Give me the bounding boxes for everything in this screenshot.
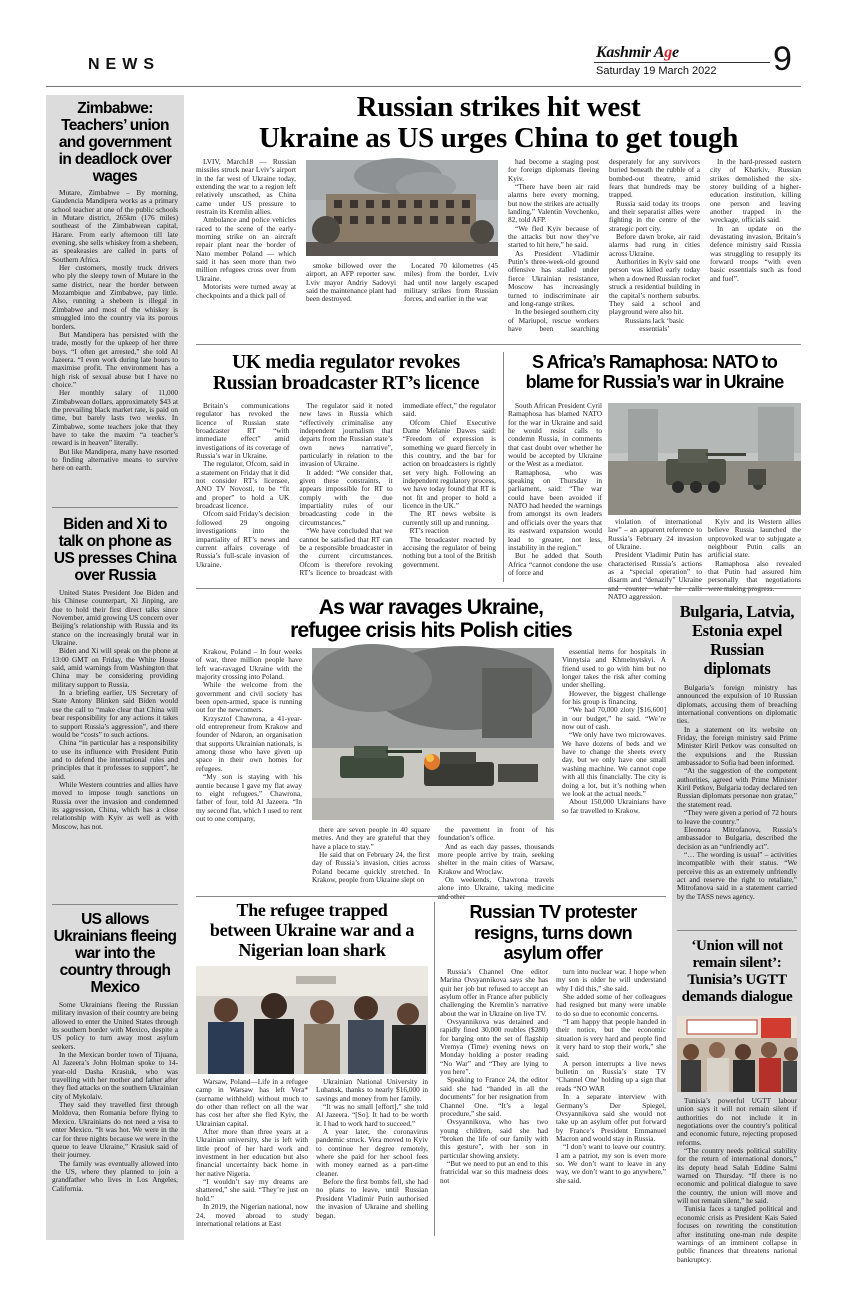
- paragraph: In the Mexican border town of Tijuana, Al Jazeera’s John Holman spoke to 14-year-old Dasha Krasiuk, who was travelling with her mother and father after they fled attacks on the southern Ukrainian city of Mykolaiv.: [52, 1050, 178, 1101]
- paragraph: Motorists were turned away at checkpoints and a thick pall of: [196, 282, 296, 300]
- refugee-crisis-col4: [562, 648, 666, 890]
- tanks-smoke-image: [312, 648, 554, 820]
- refugee-crisis-headline-line1: As war ravages Ukraine,: [318, 596, 544, 619]
- nigerian-col1: [196, 1078, 308, 1238]
- safrica-col2: [608, 517, 702, 602]
- paragraph: While Western countries and allies have moved to impose tough sanctions on Russia over the invasion and condemned its aggression, China, which has a close relationship with Kyiv as well as with Moscow, has not.: [52, 779, 178, 831]
- paragraph: The regulator said it noted new laws in Russia which “effectively criminalise any independent journalism that departs from the Russian state’s own news narrative”, particularly in relation to the invasion of Ukraine.: [299, 401, 393, 469]
- subhead: RT’s reaction: [409, 526, 449, 536]
- paragraph: In the hard-pressed eastern city of Kharkiv, Russian strikes demolished the six-storey building of a higher-education institution, killing one person and leaving another trapped in the wreckage, officials said.: [710, 157, 801, 225]
- protest-crowd-image: [677, 1016, 797, 1092]
- paragraph: China “in particular has a responsibility to use its influence with President Putin and to defend the international rules and principles that it professes to support”, he said.: [52, 738, 178, 781]
- paragraph: President Vladimir Putin has characterised Russia’s actions as a “special operation” to disarm and “denazify” Ukraine NATO aggression.: [608, 550, 702, 602]
- paragraph: The broadcaster reacted by accusing the regulator of being nothing but a tool of the British government.: [402, 534, 496, 569]
- paragraph: Ramaphosa, who was speaking on Thursday in parliament, said: “The war could have been avoided if NATO had heeded the warnings from amongst its own leaders and officials over the years that its eastward expansion would lead to greater, not less, instability in the region.”: [508, 467, 602, 552]
- paragraph: “At the suggestion of the competent authorities, agreed with Prime Minister Kiril Petkov, Bulgaria today declared ten Russian diplomats personae non gratae,” the statement read.: [677, 766, 797, 809]
- nigerian-article: [196, 900, 428, 960]
- paragraph: Ofcom said Friday’s decision followed 29 ongoing investigations into the impartiality of RT’s news and current affairs coverage of Russia’s full-scale invasion of Ukraine.: [196, 509, 290, 569]
- refugee-crisis-col1: [196, 648, 302, 890]
- paragraph: Before the first bombs fell, she had no plans to leave, until Russian President Vladimir Putin authorised the invasion of Ukraine and shelling began.: [316, 1177, 428, 1220]
- section-divider: [196, 896, 666, 897]
- section-divider: [196, 344, 801, 345]
- paragraph: In a separate interview with Germany’s Der Spiegel, Ovsyannikova said she would not take up an asylum offer put forward by France’s President Emmanuel Macron and would stay in Russia.: [556, 1092, 666, 1143]
- paragraph: Ambulance and police vehicles raced to the scene of the early-morning strike on an aircraft repair plant near the border of Nato member Poland — which said it has seen more than two million refugees cross over from Ukraine.: [196, 215, 296, 283]
- sidebar-divider: [677, 930, 797, 931]
- paragraph: A year later, the coronavirus pandemic struck. Vera moved to Kyiv to continue her degree remotely, where she paid for her school fees with money earned as a part-time cleaner.: [316, 1127, 428, 1178]
- paragraph: In a briefing earlier, US Secretary of State Antony Blinken said Biden would use the call to “make clear that China will bear responsibility for any actions it takes to support Russia’s aggression”, and there would be “costs” to such actions.: [52, 688, 178, 739]
- biden-headline: Biden and Xi to talk on phone as US presses China over Russia: [53, 516, 177, 584]
- refugee-crowd-image: [196, 966, 428, 1074]
- masthead-brand: [596, 44, 679, 62]
- paragraph: A person interrupts a live news bulletin on Russia’s state TV ‘Channel One’ holding up a sign that reads “NO WAR: [556, 1058, 666, 1093]
- paragraph: “I wouldn’t say my dreams are shattered,” she said. “They’re just on hold.”: [196, 1177, 308, 1203]
- paragraph: He said that on February 24, the first day of Russia’s invasion, cities across Poland became quickly stretched. In Krakow, people from Ukraine slept on: [312, 850, 430, 885]
- paragraph: But Mandipera has persisted with the trade, mostly for the upkeep of her three boys. “I often get arrested,” she told Al Jazeera. “I even work during late hours to maximise profit. The environment has a high risk of sexual abuse but I have no choice.”: [52, 329, 178, 389]
- paragraph: “… The wording is usual” – activities incompatible with their status. “We perceive this as an extremely unfriendly act and reserve the right to retaliate,” Mitrofanova said in a statement carried by the TASS news agency.: [677, 849, 797, 901]
- paragraph: “We have concluded that we cannot be satisfied that RT can be a responsible broadcaster in the current circumstances. Ofcom is therefore revoking RT’s licence to broadcast with immediate effect,” the regulator said.: [299, 401, 496, 577]
- paragraph: After more than three years at a Ukrainian university, she is left with little proof of her hard work and investment in her education but also financial uncertainty back home in her native Nigeria.: [196, 1127, 308, 1178]
- safrica-col3: [708, 517, 801, 585]
- paragraph: smoke billowed over the airport, an AFP reporter saw. Lviv mayor Andriy Sadovyi said the maintenance plant had been destroyed.: [306, 261, 396, 304]
- safrica-headline-line1: S Africa’s Ramaphosa: NATO to: [532, 352, 777, 372]
- paragraph: While the welcome from the government and civil society has been open-armed, space is running out for the newcomers.: [196, 680, 302, 715]
- paragraph: The regulator, Ofcom, said in a statement on Friday that it did not consider RT’s licensee, ANO TV Novosti, to be “fit and proper” to hold a UK broadcast licence.: [196, 459, 290, 511]
- paragraph: Located 70 kilometres (45 miles) from the border, Lviv had until now largely escaped military strikes from Russian forces, and earlier in the war: [404, 261, 498, 304]
- paragraph: Her customers, mostly truck drivers who ply the sleepy town of Mutare in the same district, near the border between Mozambique and Zimbabwe, pay little. Also, running a shebeen is illegal in Zimbabwe and most of the whiskey is smuggled into the country via its porous borders.: [52, 263, 178, 331]
- nigerian-col2: [316, 1078, 428, 1238]
- tunisia-article: [677, 938, 797, 1006]
- bulgaria-body: [677, 684, 797, 906]
- refugee-crisis-headline: [196, 596, 666, 642]
- nigerian-headline: The refugee trapped between Ukraine war and a Nigerian loan shark: [209, 900, 415, 960]
- paragraph: had become a staging post for foreign diplomats fleeing Kyiv.: [508, 157, 599, 183]
- paragraph: They said they travelled first through Moldova, then Romania before flying to Mexico. Ukrainians do not need a visa to enter Mexico. “It was hot. We were in the car for three nights because we were in the queue to leave Ukraine,” Krasiuk said of their journey.: [52, 1100, 178, 1160]
- safrica-headline: [508, 352, 801, 392]
- paragraph: In a statement on its website on Friday, the foreign ministry said Prime Minister Kiril Petkov was consulted on the expulsions and the Russian ambassador to Sofia had been informed.: [677, 724, 797, 768]
- lead-col2: [306, 262, 396, 336]
- sidebar-divider: [52, 904, 178, 905]
- lead-headline-line1: Russian strikes hit west: [356, 91, 641, 123]
- paragraph: “It was no small [effort],” she told Al Jazeera. “[So]. It had to be worth it. I had to work hard to succeed.”: [316, 1102, 428, 1128]
- lead-cols-rest: [508, 158, 801, 336]
- paragraph: Authorities in Kyiv said one person was killed early today when a downed Russian rocket struck a residential building in the capital’s northern suburbs. They said a school and playground were also hit.: [609, 257, 700, 317]
- column-divider: [503, 352, 504, 582]
- paragraph: Krzysztof Chawrona, a 41-year-old entrepreneur from Krakow and founder of Ndaron, an organisation that supports Ukrainian nationals, is among those who have given up space in their own homes for refugees.: [196, 713, 302, 773]
- russian-tv-article: [440, 902, 666, 964]
- lviv-building-smoke-image: [306, 160, 498, 256]
- bulgaria-article: [677, 602, 797, 906]
- paragraph: Britain’s communications regulator has revoked the licence of Russian state broadcaster RT “with immediate effect” amid investigations of its coverage of Russia’s war in Ukraine.: [196, 401, 290, 461]
- header-divider: [594, 62, 770, 63]
- safrica-col1: [508, 402, 602, 582]
- section-divider: [196, 588, 801, 589]
- lead-col1: [196, 158, 296, 336]
- paragraph: “The country needs political stability for the return of international donors,” its deputy head Salah Eddine Salmi warned on Thursday. “If there is no economic and political dialogue to save the country, the union will move and will not remain silent,” he said.: [677, 1146, 797, 1206]
- paragraph: Kyiv and its Western allies believe Russia launched the unprovoked war to subjugate a neighbour Putin calls an artificial state.: [708, 517, 801, 560]
- us-allows-article: [52, 911, 178, 1237]
- paragraph: “We fled Kyiv because of the attacks but now they’ve started to hit here,” he said.: [508, 223, 599, 250]
- armoured-vehicle-image: [608, 403, 801, 515]
- paragraph: Mutare, Zimbabwe – By morning, Gaudencia Mandipera works as a primary school teacher at one of the public schools in Mutare district, 265km (176 miles) southeast of the Zimbabwean capital, Harare. From early afternoon till late evening, she sells whiskey from a shebeen, as speakeasies are called in parts of Southern Africa.: [52, 188, 178, 264]
- paragraph: “There have been air raid alarms here every morning, but now the strikes are actually landing,” Valentin Vovchenko, 82, told AFP.: [508, 182, 599, 225]
- paragraph: “I am happy that people handed in their notice, but the economic situation is very hard and people find it very hard to stop their work,” she said.: [556, 1017, 666, 1060]
- paragraph: The family was eventually allowed into the US, where they planned to join a grandfather who lives in Los Angeles, California.: [52, 1158, 178, 1193]
- header-bottom-rule: [46, 86, 801, 87]
- paragraph: Ramaphosa also revealed that Putin had assured him personally that negotiations: [708, 558, 801, 585]
- paragraph: “We only have two microwaves. We have dozens of beds and we have to change the sheets every day, but we only have one small washing machine. We cannot cope with all this financially. The city is doing a lot, but it’s nothing when we look at the actual needs.”: [562, 730, 666, 798]
- subhead: Russians lack ‘basic essentials’: [624, 315, 685, 333]
- paragraph: Her monthly salary of 11,000 Zimbabwean dollars, approximately $43 at the prevailing black market rate, is paid on time, but barely lasts two weeks. In Zimbabwe, some teachers joke that they have to take the maxim “a teacher’s reward is in heaven” literally.: [52, 388, 178, 448]
- kyiv-destruction-photo: [312, 648, 554, 820]
- paragraph: In 2019, the Nigerian national, now 24, moved abroad to study international relations at East: [196, 1202, 308, 1228]
- paragraph: the pavement in front of his foundation’s office.: [438, 825, 554, 843]
- paragraph: “They were given a period of 72 hours to leave the country.”: [677, 808, 797, 826]
- tunisia-body: [677, 1096, 797, 1264]
- tunisia-protest-photo: [677, 1016, 797, 1092]
- lead-headline: [196, 92, 801, 154]
- paragraph: But he added that South Africa “cannot condone the use of force and: [508, 551, 602, 577]
- brand-text-a: Kashmir A: [596, 44, 665, 61]
- paragraph: Ofcom Chief Executive Dame Melanie Dawes said: “Freedom of expression is something we guard fiercely in this country, and the bar for action on broadcasters is rightly set very high. Following an independent regulatory process, we have today found that RT is not fit and proper to hold a licence in the UK.”: [402, 417, 496, 511]
- column-divider: [434, 902, 435, 1236]
- section-label: NEWS: [88, 56, 160, 73]
- biden-body: [52, 589, 178, 895]
- refugee-camp-photo: [196, 966, 428, 1074]
- uk-media-headline: [196, 352, 496, 394]
- ukraine-street-photo: [608, 403, 801, 515]
- tunisia-headline: ‘Union will not remain silent’: Tunisia’s UGTT demands dialogue: [681, 938, 793, 1005]
- paragraph: essential items for hospitals in Vinnytsia and Khmelnytskyi. A friend used to go with him but no longer takes the risk after coming under shelling.: [562, 647, 666, 690]
- paragraph: And as each day passes, thousands more people arrive by train, seeking shelter in the main cities of Warsaw, Krakow and Wroclaw.: [438, 841, 554, 876]
- uk-media-body: [196, 402, 496, 582]
- paragraph: About 150,000 Ukrainians have so far travelled to Krakow.: [562, 797, 666, 815]
- paragraph: there are seven people in 40 square metres. And they are grateful that they have a place to stay.”: [312, 825, 430, 851]
- paragraph: Tunisia faces a tangled political and economic crisis as President Kais Saied focuses on rewriting the constitution after instituting one-man rule despite warnings of an imminent collapse in public finances that threatens national bankruptcy.: [677, 1204, 797, 1264]
- brand-text-g: g: [664, 44, 672, 61]
- paragraph: violation of international law” – an apparent reference to Russia’s February 24 invasion of Ukraine.: [608, 517, 702, 552]
- paragraph: “But we need to put an end to this fratricidal war so this madness does not: [440, 1158, 548, 1185]
- paragraph: South African President Cyril Ramaphosa has blamed NATO for the war in Ukraine and said he would resist calls to condemn Russia, in comments that cast doubt over whether he would be accepted by Ukraine or the West as a mediator.: [508, 401, 602, 469]
- lead-col3: [404, 262, 498, 336]
- bulgaria-headline: Bulgaria, Latvia, Estonia expel Russian diplomats: [679, 602, 795, 678]
- paragraph: Warsaw, Poland—Life in a refugee camp in Warsaw has left Vera* (surname withheld) without much to do other than reflect on all the war has cost her after she fled Kyiv, the Ukrainian capital.: [196, 1077, 308, 1128]
- russian-tv-headline: Russian TV protester resigns, turns down asylum offer: [469, 902, 637, 963]
- paragraph: On weekends, Chawrona travels alone into Ukraine, taking medicine: [438, 875, 554, 893]
- paragraph: Some Ukrainians fleeing the Russian military invasion of their country are being allowed to enter the United States through its southern border with Mexico, despite a US policy to turn away most asylum seekers.: [52, 1000, 178, 1051]
- paragraph: But like Mandipera, many have resorted to finding alternative means to survive here on earth.: [52, 446, 178, 473]
- paragraph: Before dawn broke, air raid alarms had rung in cities across Ukraine.: [609, 232, 700, 258]
- paragraph: Ukrainian National University in Luhansk, thanks to nearly $16,000 in savings and money from her family.: [316, 1077, 428, 1103]
- us-allows-body: [52, 1001, 178, 1237]
- lviv-strike-photo: [306, 160, 498, 256]
- refugee-crisis-col2: [312, 826, 430, 890]
- paragraph: Tunisia’s powerful UGTT labour union says it will not remain silent if authorities do not include it in negotiations over the country’s political and economic future, rejecting proposed reforms.: [677, 1096, 797, 1147]
- paragraph: “We had 70,000 zloty [$16,600] in our budget,” he said. “We’re now out of cash.: [562, 705, 666, 732]
- paragraph: Ovsyannikova was detained and rapidly fined 30,000 roubles ($280) for barging onto the set of flagship Vremya (Time) evening news on Monday holding a poster reading “No War” and “They are lying to you here”.: [440, 1017, 548, 1077]
- sidebar-divider: [52, 507, 178, 508]
- paragraph: Eleonora Mitrofanova, Russia’s ambassador to Bulgaria, described the decision as an “unfriendly act”.: [677, 824, 797, 851]
- us-allows-headline: US allows Ukrainians fleeing war into the country through Mexico: [53, 911, 177, 996]
- page-number: 9: [773, 40, 792, 78]
- safrica-headline-line2: blame for Russia’s war in Ukraine: [525, 372, 784, 392]
- paragraph: Russia said today its troops and their separatist allies were fighting in the centre of the strategic port city.: [609, 198, 700, 233]
- paragraph: It added: “We consider that, given these constraints, it appears impossible for RT to comply with the due impartiality rules of our broadcasting code in the circumstances.”: [299, 467, 393, 527]
- brand-text-e: e: [672, 44, 679, 61]
- uk-media-headline-line2: Russian broadcaster RT’s licence: [212, 373, 480, 394]
- refugee-crisis-col3: [438, 825, 554, 893]
- lead-headline-line2: Ukraine as US urges China to get tough: [258, 122, 739, 154]
- paragraph: United States President Joe Biden and his Chinese counterpart, Xi Jinping, are due to hold their first direct talks since November, amid growing US concern over Beijing’s relationship with Russia and its stance on the increasingly brutal war in Ukraine.: [52, 588, 178, 648]
- zimbabwe-headline: Zimbabwe: Teachers’ union and government in deadlock over wages: [58, 100, 172, 185]
- paragraph: In an update on the devastating invasion, Britain’s defence ministry said Russia was struggling to resupply its forward troops “with even basic essentials such as food and fuel”.: [710, 223, 801, 283]
- russian-tv-col2: [556, 968, 666, 1238]
- paragraph: As President Vladimir Putin’s three-week-old ground offensive has stalled under fierce Ukrainian resistance, Moscow has increasingly turned to indiscriminate air and long-range strikes.: [508, 248, 599, 308]
- paragraph: Russia’s Channel One editor Marina Ovsyannikova says she has quit her job but refused to accept an asylum offer in France after publicly challenging the Kremlin’s narrative about the war in Ukraine on live TV.: [440, 967, 548, 1018]
- paragraph: Biden and Xi will speak on the phone at 13:00 GMT on Friday, the White House said, amid warnings from Washington that China may be considering providing military support to Russia.: [52, 646, 178, 689]
- paragraph: Speaking to France 24, the editor said she had “handed in all the documents” for her resignation from Channel One. “It’s a legal procedure,” she said.: [440, 1075, 548, 1118]
- paragraph: Bulgaria’s foreign ministry has announced the expulsion of 10 Russian diplomats, accusing them of breaching international conventions on diplomatic ties.: [677, 683, 797, 726]
- russian-tv-col1: [440, 968, 548, 1238]
- issue-date: Saturday 19 March 2022: [596, 65, 717, 77]
- paragraph: However, the biggest challenge for his group is financing.: [562, 688, 666, 707]
- biden-article: [52, 516, 178, 895]
- paragraph: She added some of her colleagues had resigned but many were unable to do so due to economic concerns.: [556, 992, 666, 1018]
- paragraph: “My son is staying with his auntie because I gave my flat away to eight refugees,” Chawrona, father of four, told Al Jazeera. “In my second flat, which I used to rent out to one company,: [196, 772, 302, 823]
- paragraph: Krakow, Poland – In four weeks of war, three million people have left war-ravaged Ukraine with the majority crossing into Poland.: [196, 647, 302, 682]
- paragraph: In the besieged southern city of Mariupol, rescue workers have been searching desperately for any survivors buried beneath the rubble of a bombed-out theatre, amid fears that hundreds may be trapped.: [508, 157, 700, 333]
- paragraph: The RT news website is currently still up and running.: [402, 509, 496, 527]
- paragraph: Ovsyannikova, who has two young children, said she had “broken the life of our family with this gesture”, with her son in particular showing anxiety.: [440, 1117, 548, 1160]
- refugee-crisis-headline-line2: refugee crisis hits Polish cities: [290, 619, 572, 642]
- paragraph: “I don’t want to leave our country. I am a patriot, my son is even more so. We don’t want to leave in any way, we don’t want to go anywhere,” she said.: [556, 1142, 666, 1185]
- uk-media-headline-line1: UK media regulator revokes: [232, 352, 460, 373]
- paragraph: LVIV, March18 — Russian missiles struck near Lviv’s airport in the far west of Ukraine today, extending the war to a region left relatively unscathed, as China came under US pressure to restrain its Kremlin allies.: [196, 157, 296, 217]
- paragraph: turn into nuclear war. I hope when my son is older he will understand why I did this,” she said.: [556, 967, 666, 993]
